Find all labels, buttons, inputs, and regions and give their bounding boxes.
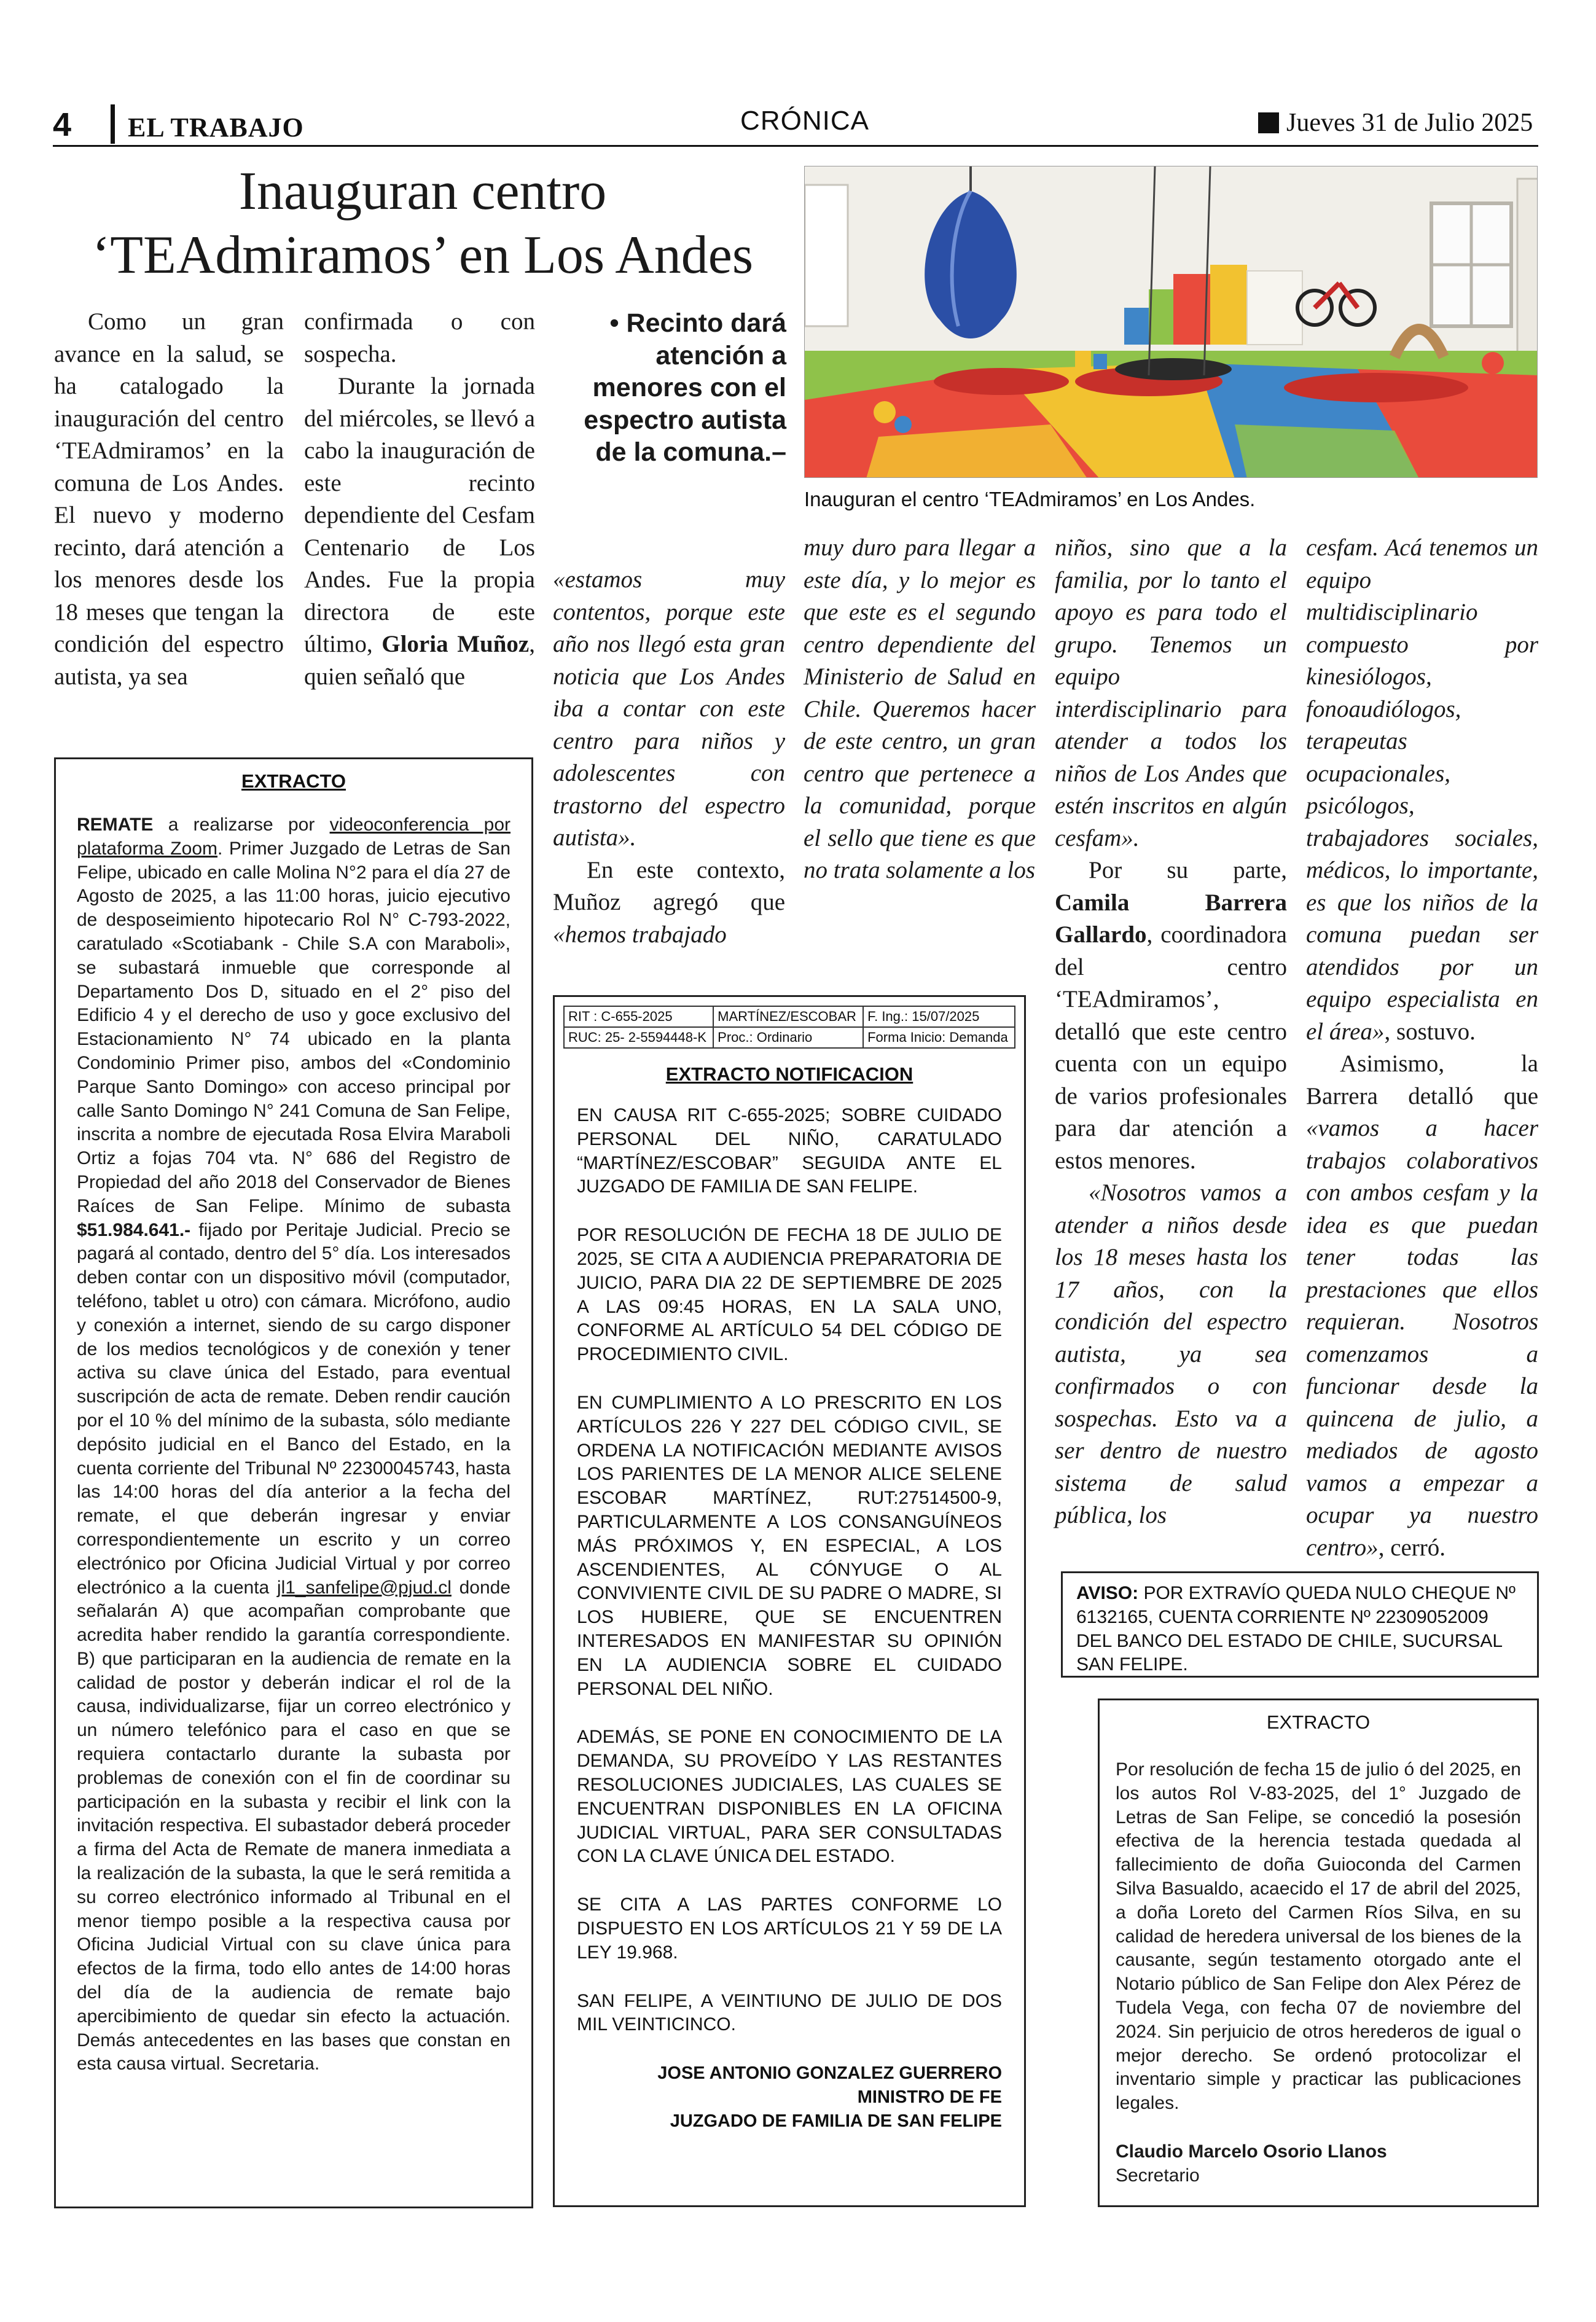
table-cell: Forma Inicio: Demanda: [863, 1027, 1015, 1048]
issue-date-text: Jueves 31 de Julio 2025: [1286, 109, 1533, 137]
herencia-signer-role: Secretario: [1116, 2165, 1200, 2186]
remate-text-lead: a realizarse por: [153, 815, 330, 835]
therapy-room-illustration: [805, 166, 1538, 478]
remate-text-1: . Primer Juzgado de Letras de San Felipe, ubicado en calle Molina N°2 para el día 27 de Agosto de 2025, a las 11:00 horas, juicio ejecutivo de desposeimiento hipotecario Rol N° C-793-2022, caratulado «Scotiabank - Chile S.A con Maraboli», se subastará inmueble que corresponde al Departamento Dos D, situado en el 2° piso del Edificio 4 y el derecho de uso y goce exclusivo del Estacionamiento N° 74 ubicado en la planta Condominio Primer piso, ambos del «Condominio Parque Santo Domingo» con acceso principal por calle Santo Domingo N° 241 Comuna de San Felipe, inscrita a nombre de ejecutada Rosa Elvira Maraboli Ortiz a fojas 704 vta. N° 686 del Registro de Propiedad del año 2018 del Conservador de Bienes Raíces de San Felipe. Mínimo de subasta: [77, 838, 510, 1216]
column-6-paragraph: [1306, 1048, 1538, 1564]
notificacion-paragraph-1: EN CAUSA RIT C-655-2025; SOBRE CUIDADO PERSONAL DEL NIÑO, CARATULADO “MARTÍNEZ/ESCOBAR” SEGUIDA ANTE EL JUZGADO DE FAMILIA DE SAN FELIPE.: [577, 1105, 1002, 1197]
column-6-ending: , cerró.: [1378, 1534, 1446, 1561]
article-column-4: [804, 532, 1036, 887]
signer-name: JOSE ANTONIO GONZALEZ GUERRERO: [657, 2063, 1002, 2084]
column-5-text-tail: , coordinadora del centro ‘TEAdmiramos’, detalló que este centro cuenta con un equipo de varios profesionales para dar atención a estos menores.: [1055, 921, 1287, 1174]
headline-line-2: ‘TEAdmiramos’ en Los Andes: [92, 225, 754, 285]
remate-text-3: donde señalarán A) que acompañan comprobante que acredita haber rendido la garantía correspondiente. B) que participaran en la audiencia de remate en la calidad de postor y deberán indicar el rol de la causa, individualizarse, fijar un correo electrónico y un número telefónico para el caso en que se requiera contactarlo durante la subasta por problemas de conexión con el fin de coordinar su participación en la subasta y recibir el link con la invitación respectiva. El subastador deberá proceder a firma del Acta de Remate de manera inmediata a la realización de la subasta, la que le será remitida a su correo electrónico informado al Tribunal en el menor tiempo posible a la respectiva causa por Oficina Judicial Virtual con su clave única para efectos de la firma, todo ello antes de 14:00 horas del día de la audiencia de remate bajo apercibimiento de quedar sin efecto la actuación. Demás antecedentes en las bases que constan en esta causa virtual. Secretaria.: [77, 1577, 510, 2074]
case-info-table: [563, 1006, 1015, 1049]
speaker-name-camila: Camila Barrera Gallardo: [1055, 889, 1287, 948]
table-cell: RIT : C-655-2025: [564, 1006, 713, 1027]
aviso-text: POR EXTRAVÍO QUEDA NULO CHEQUE Nº 6132165, CUENTA CORRIENTE Nº 22309052009 DEL BANCO DEL ESTADO DE CHILE, SUCURSAL SAN FELIPE.: [1076, 1583, 1516, 1675]
column-3-quote: «estamos muy contentos, porque este año nos llegó esta gran noticia que Los Andes iba a contar con este centro para niños y adolescentes con trastorno del espectro autista».: [553, 566, 785, 851]
article-photo: [804, 166, 1538, 478]
column-1-text: Como un gran avance en la salud, se ha catalogado la inauguración del centro ‘TEAdmiramos’ en la comuna de Los Andes. El nuevo y moderno recinto, dará atención a los menores desde los 18 meses que tengan la condición del espectro autista, ya sea: [54, 308, 284, 690]
table-cell: RUC: 25- 2-5594448-K: [564, 1027, 713, 1048]
column-5-text: Por su parte,: [1089, 857, 1287, 883]
newspaper-name: EL TRABAJO: [128, 112, 304, 143]
header-divider: [111, 104, 115, 144]
notificacion-paragraph-3: EN CUMPLIMIENTO A LO PRESCRITO EN LOS ARTÍCULOS 226 Y 227 DEL CÓDIGO CIVIL, SE ORDENA LA NOTIFICACIÓN MEDIANTE AVISOS LOS PARIENTES DE LA MENOR ALICE SELENE ESCOBAR MARTÍNEZ, RUT:27514500-9, PARTICULARMENTE A LOS CONSANGUÍNEOS MÁS PRÓXIMOS Y, EN ESPECIAL, A LOS ASCENDIENTES, AL CÓNYUGE O AL CONVIVIENTE CIVIL DE SU PADRE O MADRE, SI LOS HUBIERE, QUE SE ENCUENTREN INTERESADOS EN MANIFESTAR SU OPINIÓN EN LA AUDIENCIA SOBRE EL CUIDADO PERSONAL DEL NIÑO.: [577, 1392, 1002, 1699]
notificacion-paragraph-6: SAN FELIPE, A VEINTIUNO DE JULIO DE DOS MIL VEINTICINCO.: [577, 1990, 1002, 2035]
minimum-bid-amount: $51.984.641.-: [77, 1219, 191, 1240]
court-email-link[interactable]: jl1_sanfelipe@pjud.cl: [276, 1577, 452, 1598]
extracto-remate-body: [77, 813, 510, 2076]
issue-date: [1258, 108, 1533, 138]
square-bullet-icon: [1258, 112, 1279, 133]
notificacion-signature: [563, 2062, 1015, 2133]
article-column-6: [1306, 532, 1538, 1564]
remate-label: REMATE: [77, 815, 154, 835]
article-column-5: [1055, 532, 1287, 1532]
extracto-herencia-title: EXTRACTO: [1266, 1711, 1371, 1733]
column-6-quote-tail: , sostuvo.: [1384, 1018, 1476, 1045]
table-cell: MARTÍNEZ/ESCOBAR: [713, 1006, 863, 1027]
speaker-name-gloria: Gloria Muñoz: [381, 631, 530, 657]
notificacion-body: [563, 1104, 1015, 2037]
column-6-text: Asimismo, la Barrera detalló que: [1306, 1050, 1538, 1109]
article-column-2: [304, 306, 535, 693]
column-2-text-tail: , quien señaló que: [304, 631, 535, 690]
notificacion-title: EXTRACTO NOTIFICACION: [665, 1063, 913, 1085]
column-3-paragraph: [553, 854, 785, 952]
table-row: [564, 1027, 1015, 1048]
photo-caption: Inauguran el centro ‘TEAdmiramos’ en Los Andes.: [804, 488, 1256, 510]
section-title: CRÓNICA: [740, 106, 869, 136]
column-5-quote-2: «Nosotros vamos a atender a niños desde los 18 meses hasta los 17 años, con la condición del espectro autista, ya sea confirmados o con sospechas. Esto va a ser dentro de nuestro sistema de salud pública, los: [1055, 1179, 1287, 1528]
column-5-quote: niños, sino que a la familia, por lo tanto el apoyo es para todo el grupo. Tenemos un equipo interdisciplinario para atender a todos los niños de Los Andes que estén inscritos en algún cesfam».: [1055, 534, 1287, 851]
column-3-text: En este contexto, Muñoz agregó que: [553, 856, 785, 915]
extracto-remate-box: [54, 757, 533, 2208]
notificacion-paragraph-5: SE CITA A LAS PARTES CONFORME LO DISPUESTO EN LOS ARTÍCULOS 21 Y 59 DE LA LEY 19.968.: [577, 1894, 1002, 1963]
notificacion-paragraph-4: ADEMÁS, SE PONE EN CONOCIMIENTO DE LA DEMANDA, SU PROVEÍDO Y LAS RESTANTES RESOLUCIONES JUDICIALES, LAS CUALES SE ENCUENTRAN DISPONIBLES EN LA OFICINA JUDICIAL VIRTUAL, PARA SER CONSULTADAS CON LA CLAVE ÚNICA DEL ESTADO.: [577, 1727, 1002, 1867]
table-cell: Proc.: Ordinario: [713, 1027, 863, 1048]
article-headline: [54, 160, 791, 287]
extracto-herencia-box: [1098, 1698, 1539, 2207]
article-column-3: [553, 564, 785, 951]
aviso-box: [1061, 1571, 1539, 1678]
column-5-paragraph: [1055, 854, 1287, 1177]
headline-line-1: Inauguran centro: [238, 162, 607, 221]
remate-text-2: fijado por Peritaje Judicial. Precio se pagará al contado, dentro del 5° día. Los interesados deben contar con un dispositivo móvil (computador, teléfono, tablet u otro) con cámara. Micrófono, audio y conexión a internet, siendo de su cargo disponer de los medios tecnológicos y de conexión y tener activa su clave única del Estado, para eventual suscripción de acta de remate. Deben rendir caución por el 10 % del mínimo de la subasta, sólo mediante depósito judicial en el Banco del Estado, en la cuenta corriente del Tribunal Nº 22300045743, hasta las 14:00 horas del día anterior a la fecha del remate, el que deberán ingresar y enviar correspondientemente un escrito y un correo electrónico por Oficina Judicial Virtual y por correo electrónico a la cuenta: [77, 1219, 510, 1598]
column-6-quote-2: «vamos a hacer trabajos colaborativos con ambos cesfam y la idea es que puedan tener todas las prestaciones que ellos requieran. Nosotros comenzamos a funcionar desde la quincena de julio, a mediados de agosto vamos a empezar a ocupar ya nuestro centro»: [1306, 1115, 1538, 1561]
extracto-herencia-body: Por resolución de fecha 15 de julio ó del 2025, en los autos Rol V-83-2025, del 1° Juzgado de Letras de San Felipe, se concedió la posesión efectiva de la herencia testada quedada al fallecimiento de doña Guioconda del Carmen Silva Basualdo, acaecido el 17 de abril del 2025, a doña Loreto del Carmen Ríos Silva, en su calidad de heredera universal de los bienes de la causante, según testamento otorgado ante el Notario público de San Felipe don Alex Pérez de Tudela Vega, con fecha 07 de noviembre del 2024. Sin perjuicio de otros herederos de igual o mejor derecho. Se ordenó protocolizar el inventario simple y practicar las publicaciones legales.: [1116, 1759, 1521, 2114]
column-2-paragraph: [304, 370, 535, 693]
column-6-quote: cesfam. Acá tenemos un equipo multidisciplinario compuesto por kinesiólogos, fonoaudiólogos, terapeutas ocupacionales, psicólogos, trabajadores sociales, médicos, lo importante, es que los niños de la comuna puedan ser atendidos por un equipo especialista en el área»: [1306, 534, 1538, 1045]
extracto-remate-title: EXTRACTO: [241, 770, 346, 792]
header-rule: [53, 145, 1538, 147]
column-3-quote-start: «hemos trabajado: [553, 921, 727, 948]
aviso-label: AVISO:: [1076, 1583, 1139, 1603]
page-number: 4: [53, 106, 72, 143]
table-row: [564, 1006, 1015, 1027]
herencia-signer-name: Claudio Marcelo Osorio Llanos: [1116, 2141, 1387, 2162]
signer-court: JUZGADO DE FAMILIA DE SAN FELIPE: [670, 2111, 1002, 2131]
notificacion-paragraph-2: POR RESOLUCIÓN DE FECHA 18 DE JULIO DE 2025, SE CITA A AUDIENCIA PREPARATORIA DE JUICIO, PARA DIA 22 DE SEPTIEMBRE DE 2025 A LAS 09:45 HORAS, EN LA SALA UNO, CONFORME AL ARTÍCULO 54 DEL CÓDIGO DE PROCEDIMIENTO CIVIL.: [577, 1225, 1002, 1365]
zoom-platform-text: videoconferencia por plataforma Zoom: [77, 815, 510, 859]
pull-quote: • Recinto dará atención a menores con el espectro autista de la comuna.–: [584, 308, 786, 467]
extracto-notificacion-box: [553, 995, 1026, 2207]
table-cell: F. Ing.: 15/07/2025: [863, 1006, 1015, 1027]
signer-title: MINISTRO DE FE: [857, 2087, 1002, 2107]
column-4-quote: muy duro para llegar a este día, y lo mejor es que este es el segundo centro dependiente del Ministerio de Salud en Chile. Queremos hacer de este centro, un gran centro que pertenece a la comunidad, porque el sello que tiene es que no trata solamente a los: [804, 534, 1036, 883]
column-2-lead: confirmada o con sospecha.: [304, 308, 535, 367]
article-column-1: [54, 306, 284, 693]
column-2-text: Durante la jornada del miércoles, se llevó a cabo la inauguración de este recinto dependiente del Cesfam Centenario de Los Andes. Fue la propia directora de este último,: [304, 373, 535, 657]
